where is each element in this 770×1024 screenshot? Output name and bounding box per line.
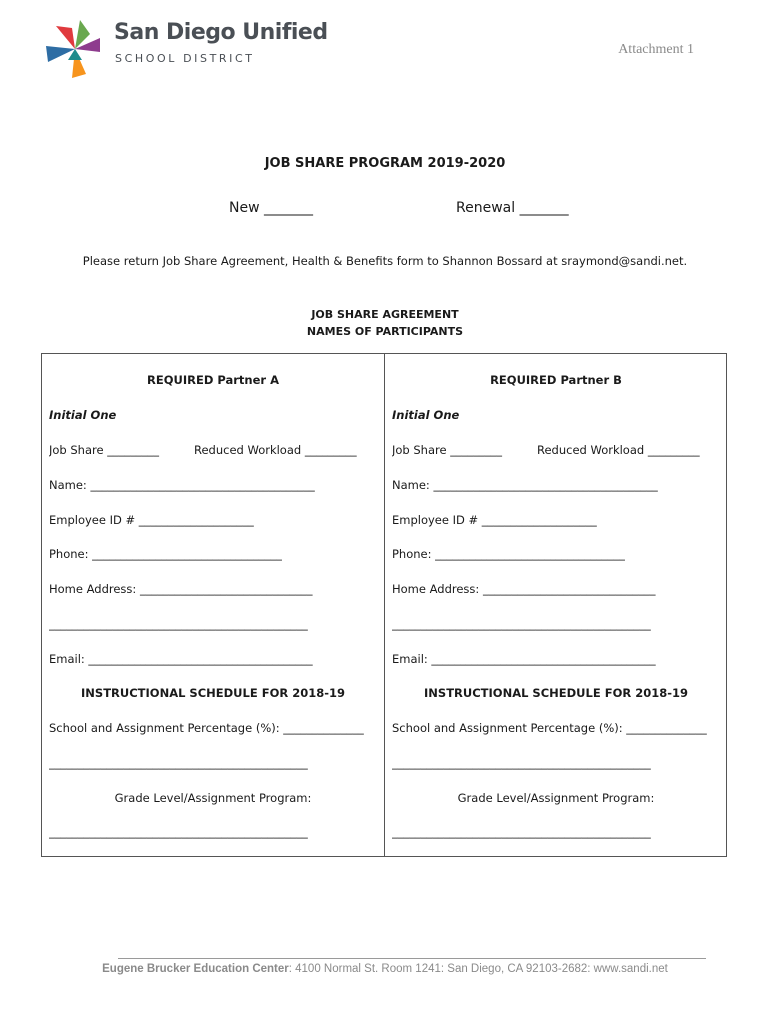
attachment-label: Attachment 1 (618, 42, 694, 57)
return-instructions: Please return Job Share Agreement, Health & Benefits form to Shannon Bossard at sraymond@sandi.net. (82, 254, 688, 268)
partner-a-grade-label: Grade Level/Assignment Program: (114, 791, 312, 805)
partner-a-address-line-2[interactable]: _____________________________________________ (49, 617, 308, 631)
partner-b-grade-label: Grade Level/Assignment Program: (457, 791, 655, 805)
partner-b-heading: REQUIRED Partner B (490, 373, 622, 387)
page-title: JOB SHARE PROGRAM 2019-2020 (264, 156, 506, 171)
partner-b-grade-field[interactable]: _____________________________________________ (392, 825, 651, 839)
footer (0, 963, 770, 975)
renewal-option[interactable]: Renewal _______ (456, 200, 569, 216)
partner-b-email-field[interactable]: Email: _______________________________________ (392, 652, 656, 666)
partner-a-employee-field[interactable]: Employee ID # ____________________ (49, 513, 254, 527)
partner-a-initial: Initial One (49, 408, 117, 422)
partner-b-job-share-field[interactable]: Job Share _________ (392, 443, 502, 457)
partner-a-reduced-field[interactable]: Reduced Workload _________ (194, 443, 357, 457)
partner-b-schedule-heading: INSTRUCTIONAL SCHEDULE FOR 2018-19 (424, 686, 688, 700)
partner-b-employee-field[interactable]: Employee ID # ____________________ (392, 513, 597, 527)
partner-b-name-field[interactable]: Name: _______________________________________ (392, 478, 658, 492)
footer-divider (118, 958, 706, 959)
new-option[interactable]: New _______ (229, 200, 313, 216)
partner-a-job-share-field[interactable]: Job Share _________ (49, 443, 159, 457)
partner-b-school-line-2[interactable]: _____________________________________________ (392, 756, 651, 770)
partner-a-school-field[interactable]: School and Assignment Percentage (%): ______________ (49, 721, 364, 735)
partner-a-column (42, 354, 384, 856)
partner-b-school-field[interactable]: School and Assignment Percentage (%): ______________ (392, 721, 707, 735)
logo-subtitle: SCHOOL DISTRICT (115, 52, 255, 65)
partner-b-address-line-2[interactable]: _____________________________________________ (392, 617, 651, 631)
agreement-line-1: JOB SHARE AGREEMENT (311, 308, 459, 321)
partner-a-heading: REQUIRED Partner A (147, 373, 279, 387)
agreement-heading (0, 306, 770, 340)
partner-b-column (385, 354, 727, 856)
partner-a-address-field[interactable]: Home Address: ______________________________ (49, 582, 313, 596)
participants-table (41, 353, 727, 857)
footer-address: : 4100 Normal St. Room 1241: San Diego, CA 92103-2682: www.sandi.net (288, 963, 668, 975)
partner-a-grade-field[interactable]: _____________________________________________ (49, 825, 308, 839)
partner-a-phone-field[interactable]: Phone: _________________________________ (49, 547, 282, 561)
footer-center-name: Eugene Brucker Education Center (102, 963, 289, 975)
partner-b-phone-field[interactable]: Phone: _________________________________ (392, 547, 625, 561)
partner-a-email-field[interactable]: Email: _______________________________________ (49, 652, 313, 666)
logo-name: San Diego Unified (114, 20, 328, 45)
partner-b-initial: Initial One (392, 408, 460, 422)
agreement-line-2: NAMES OF PARTICIPANTS (306, 325, 464, 338)
partner-b-address-field[interactable]: Home Address: ______________________________ (392, 582, 656, 596)
partner-a-school-line-2[interactable]: _____________________________________________ (49, 756, 308, 770)
district-logo (42, 16, 328, 82)
partner-a-name-field[interactable]: Name: _______________________________________ (49, 478, 315, 492)
star-logo-icon (42, 16, 108, 82)
partner-a-schedule-heading: INSTRUCTIONAL SCHEDULE FOR 2018-19 (81, 686, 345, 700)
partner-b-reduced-field[interactable]: Reduced Workload _________ (537, 443, 700, 457)
